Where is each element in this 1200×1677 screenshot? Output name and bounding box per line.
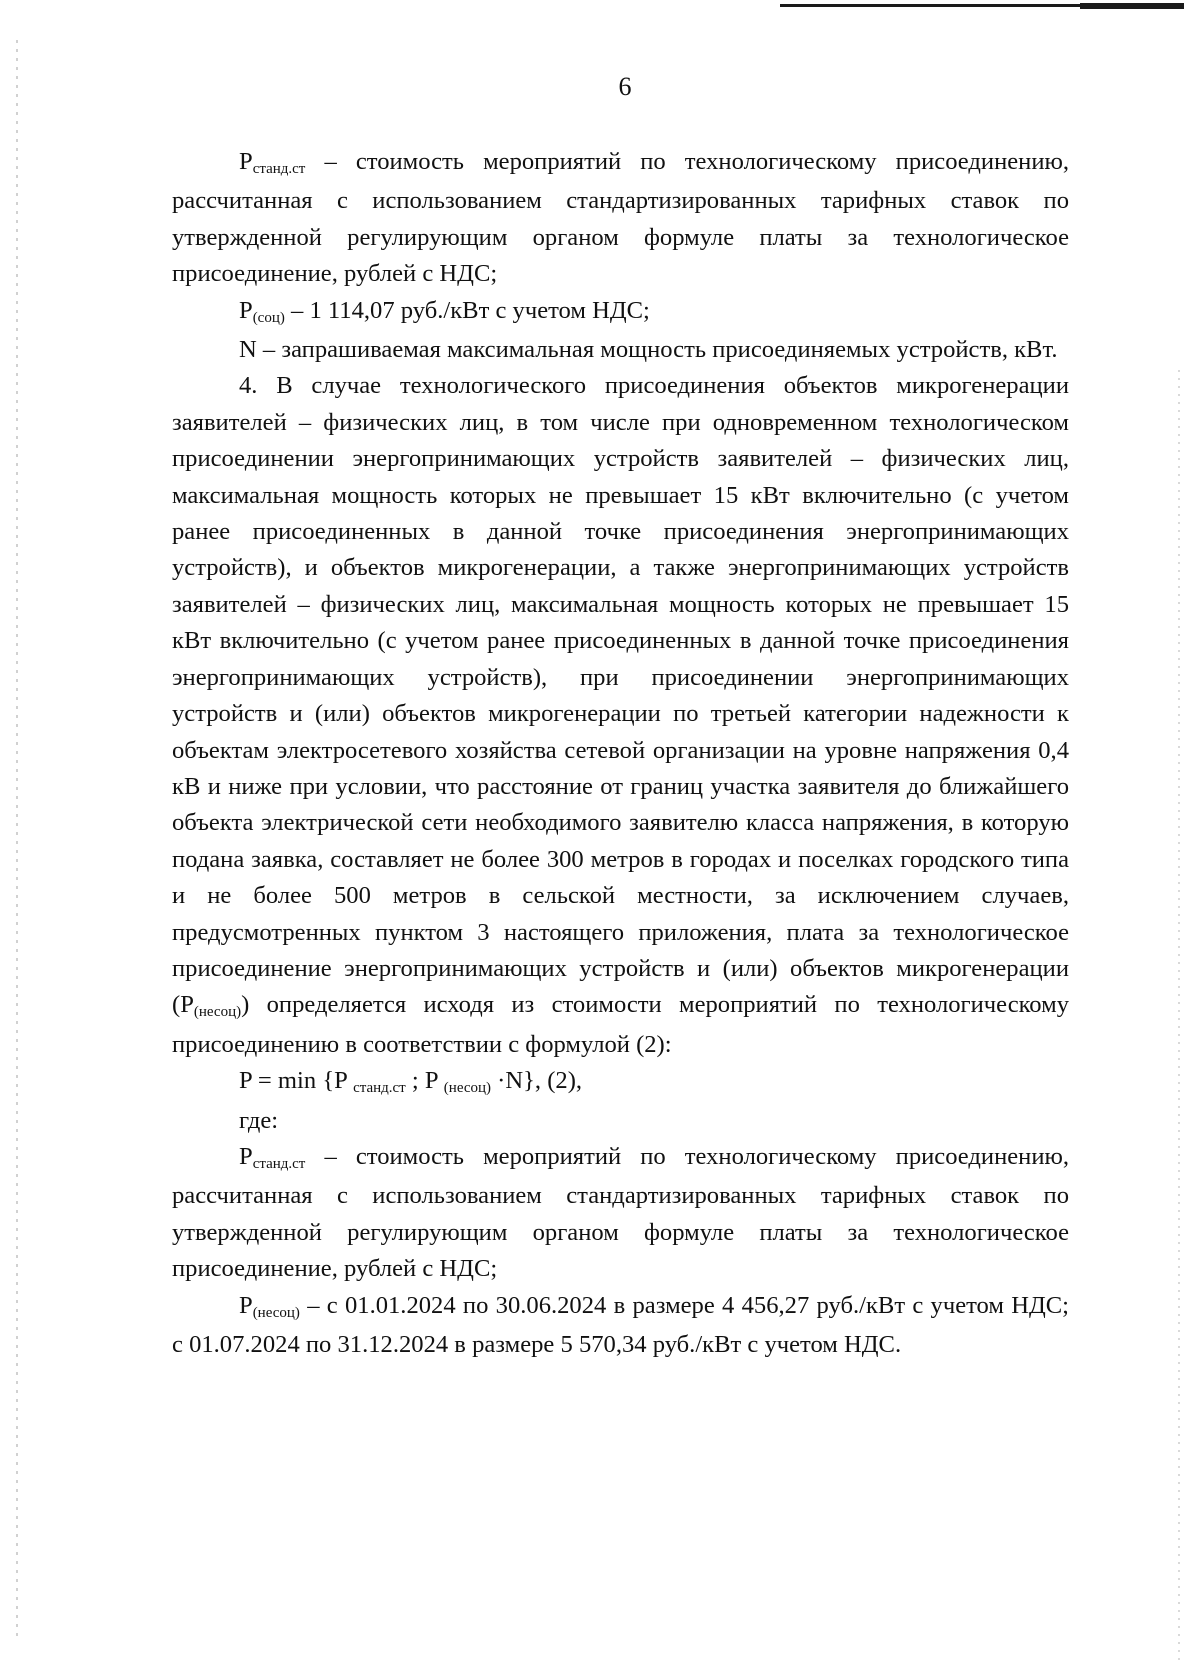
definition-power: N – запрашиваемая максимальная мощность присоединяемых устройств, кВт. (239, 336, 1058, 364)
definition-standard-cost (172, 144, 1069, 293)
formula-part: ; P (405, 1067, 444, 1095)
page-number: 6 (618, 72, 632, 101)
definition-standard-cost-2 (172, 1139, 1069, 1288)
scan-edge-right (1178, 370, 1180, 1660)
clause-text: 4. В случае технологического присоединения объектов микрогенерации заявителей – физических лиц, в том числе при одновременном технологическом присоединении энергопринимающих устройств заявителей – физических лиц, максимальная мощность которых не превышает 15 кВт включительно (с учетом ранее присоединенных в данной точке присоединения энергопринимающих устройств), и объектов микрогенерации, а также энергопринимающих устройств заявителей – физических лиц, максимальная мощность которых не превышает 15 кВт включительно (с учетом ранее присоединенных в данной точке присоединения энергопринимающих устройств), при присоединении энергопринимающих устройств и (или) объектов микрогенерации по третьей категории надежности к объектам электросетевого хозяйства сетевой организации на уровне напряжения 0,4 кВ и ниже при условии, что расстояние от границ участка заявителя до ближайшего объекта электрической сети необходимого заявителю класса напряжения, в которую подана заявка, составляет не более 300 метров в городах и поселках городского типа и не более 500 метров в сельской местности, за исключением случаев, предусмотренных пунктом 3 настоящего приложения, плата за технологическое присоединение энергопринимающих устройств и (или) объектов микрогенерации (P (172, 372, 1069, 1019)
subscript: (несоц) (193, 1004, 242, 1021)
subscript: станд.ст (252, 161, 306, 177)
subscript: станд.ст (252, 1155, 306, 1172)
subscript: (несоц) (443, 1080, 492, 1097)
formula-part: P = min {P (239, 1067, 354, 1095)
formula-2 (172, 1063, 1069, 1102)
symbol: P (239, 148, 253, 175)
definition-text: – стоимость мероприятий по технологическому присоединению, рассчитанная с использованием стандартизированных тарифных ставок по утвержденной регулирующим органом формуле платы за технологическое присоединение, рублей с НДС; (172, 148, 1069, 288)
definition-text: – стоимость мероприятий по технологическому присоединению, рассчитанная с использованием стандартизированных тарифных ставок по утвержденной регулирующим органом формуле платы за технологическое присоединение, рублей с НДС; (172, 1142, 1069, 1283)
document-body (172, 144, 1069, 1363)
subscript: (несоц) (252, 1304, 300, 1321)
scan-edge-left (16, 40, 18, 1640)
subscript: станд.ст (353, 1080, 406, 1097)
clause-text-end: ) определяется исходя из стоимости мероприятий по технологическому присоединению в соответствии с формулой (2): (172, 991, 1069, 1058)
top-rule-mark (1080, 3, 1184, 9)
definition-nonsocial-rate (172, 1288, 1069, 1364)
definition-social-rate (172, 293, 1069, 332)
definition-text: – с 01.01.2024 по 30.06.2024 в размере 4 456,27 руб./кВт с учетом НДС; с 01.07.2024 по 31.12.2024 в размере 5 570,34 руб./кВт с учетом НДС. (172, 1291, 1069, 1358)
subscript: (соц) (252, 309, 285, 326)
symbol: P (239, 296, 253, 324)
where-label: где: (239, 1106, 279, 1134)
symbol: P (239, 1291, 253, 1319)
formula-part: ·N}, (2), (491, 1067, 583, 1095)
definition-text: – 1 114,07 руб./кВт с учетом НДС; (284, 296, 650, 324)
clause-4 (172, 368, 1069, 1063)
symbol: P (239, 1142, 253, 1170)
